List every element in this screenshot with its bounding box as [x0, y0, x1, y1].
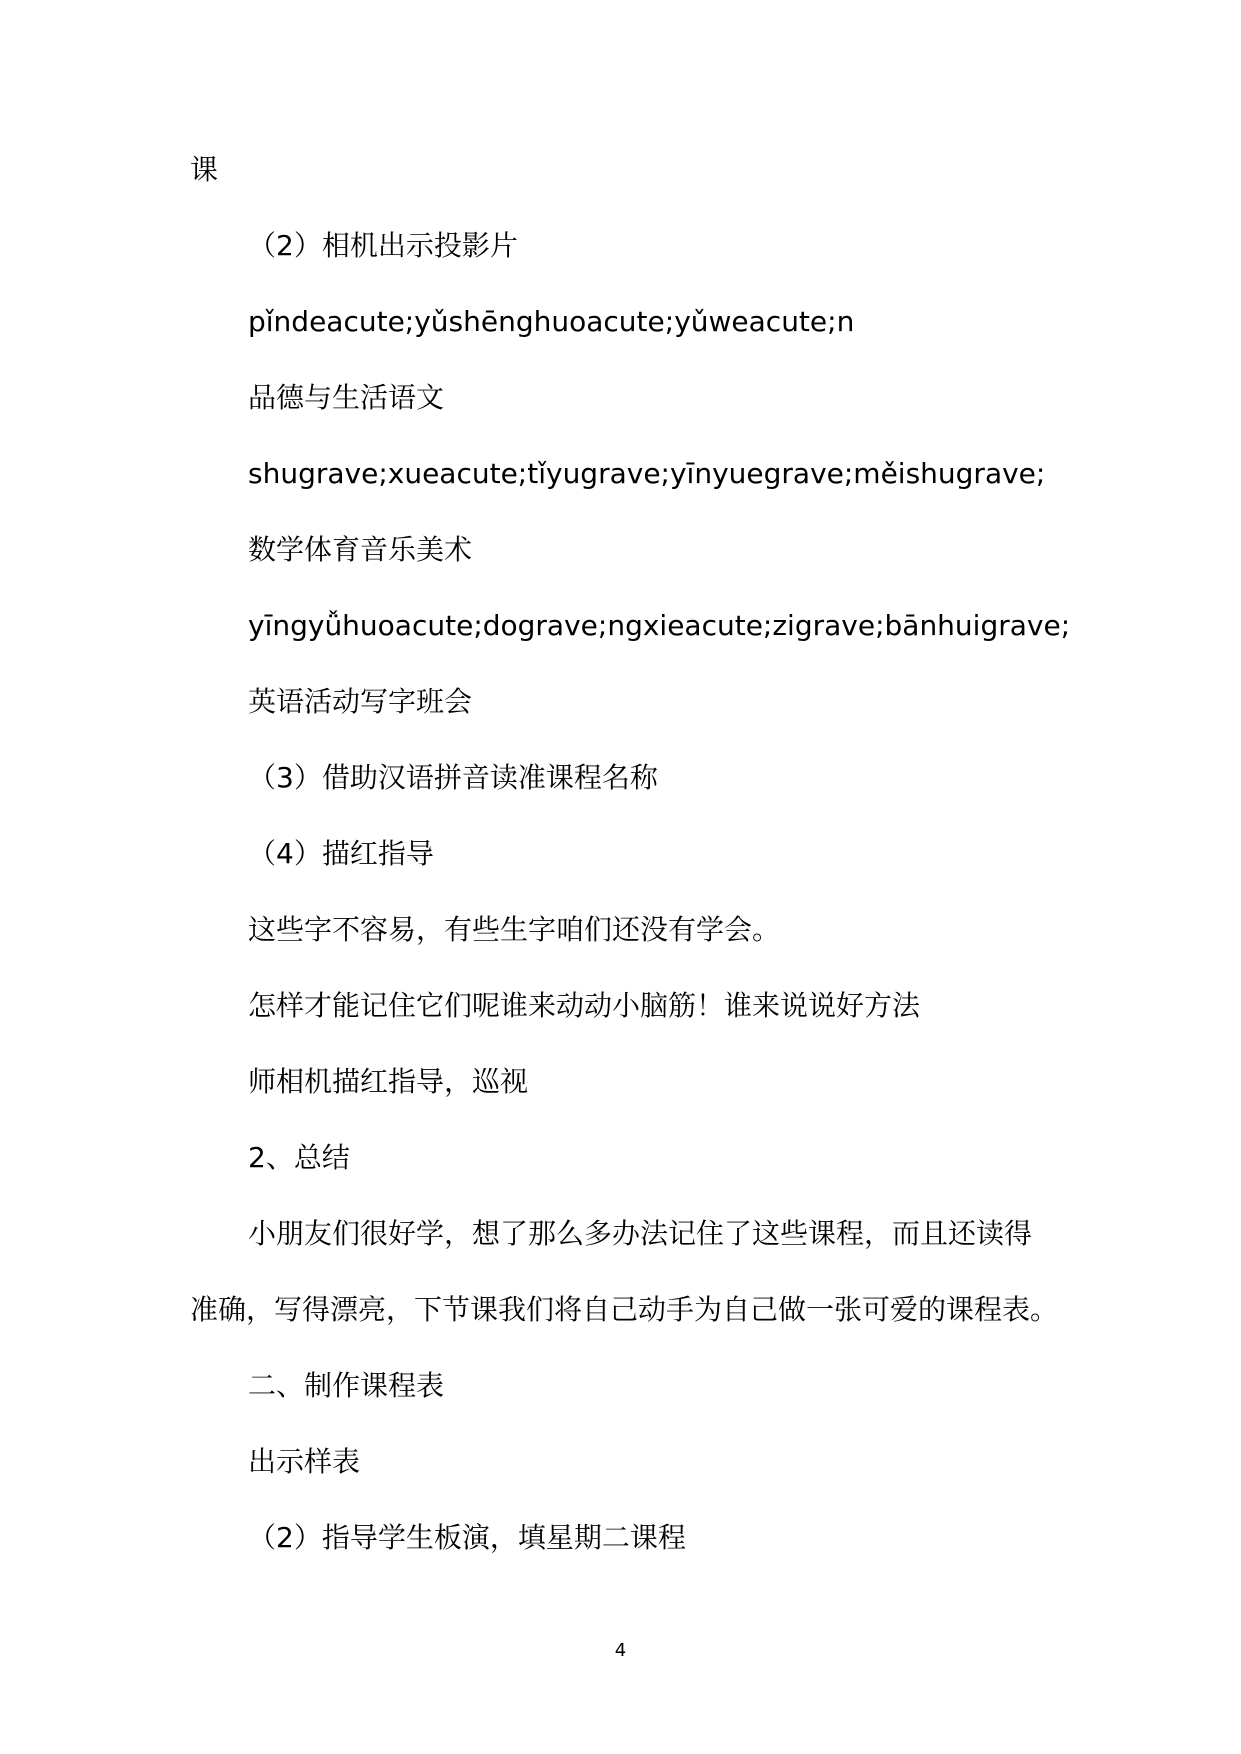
text-line-12: 小朋友们很好学，想了那么多办法记住了这些课程，而且还读得	[248, 1217, 1033, 1250]
text-line-13: 准确，写得漂亮，下节课我们将自己动手为自己做一张可爱的课程表。	[190, 1293, 1059, 1326]
text-line-4: 数学体育音乐美术	[248, 533, 473, 566]
text-line-1: 课	[190, 153, 219, 186]
pinyin-line-3: yīngyǚhuoacute;dograve;ngxieacute;zigrave;bānhuigrave;	[248, 609, 1071, 642]
text-line-15: 出示样表	[248, 1445, 361, 1478]
text-line-16: （2）指导学生板演，填星期二课程	[248, 1521, 686, 1554]
pinyin-line-1: pǐndeacute;yǔshēnghuoacute;yǔweacute;n	[248, 305, 855, 338]
text-line-3: 品德与生活语文	[248, 381, 445, 414]
text-line-8: 这些字不容易，有些生字咱们还没有学会。	[248, 913, 781, 946]
pinyin-line-2: shugrave;xueacute;tǐyugrave;yīnyuegrave;měishugrave;	[248, 457, 1046, 490]
text-line-5: 英语活动写字班会	[248, 685, 473, 718]
text-line-6: （3）借助汉语拼音读准课程名称	[248, 761, 658, 794]
text-line-11: 2、总结	[248, 1141, 350, 1174]
text-line-7: （4）描红指导	[248, 837, 434, 870]
text-line-14: 二、制作课程表	[248, 1369, 445, 1402]
text-line-9: 怎样才能记住它们呢谁来动动小脑筋！谁来说说好方法	[248, 989, 921, 1022]
page-number: 4	[614, 1640, 627, 1661]
text-line-2: （2）相机出示投影片	[248, 229, 518, 262]
text-line-10: 师相机描红指导，巡视	[248, 1065, 529, 1098]
